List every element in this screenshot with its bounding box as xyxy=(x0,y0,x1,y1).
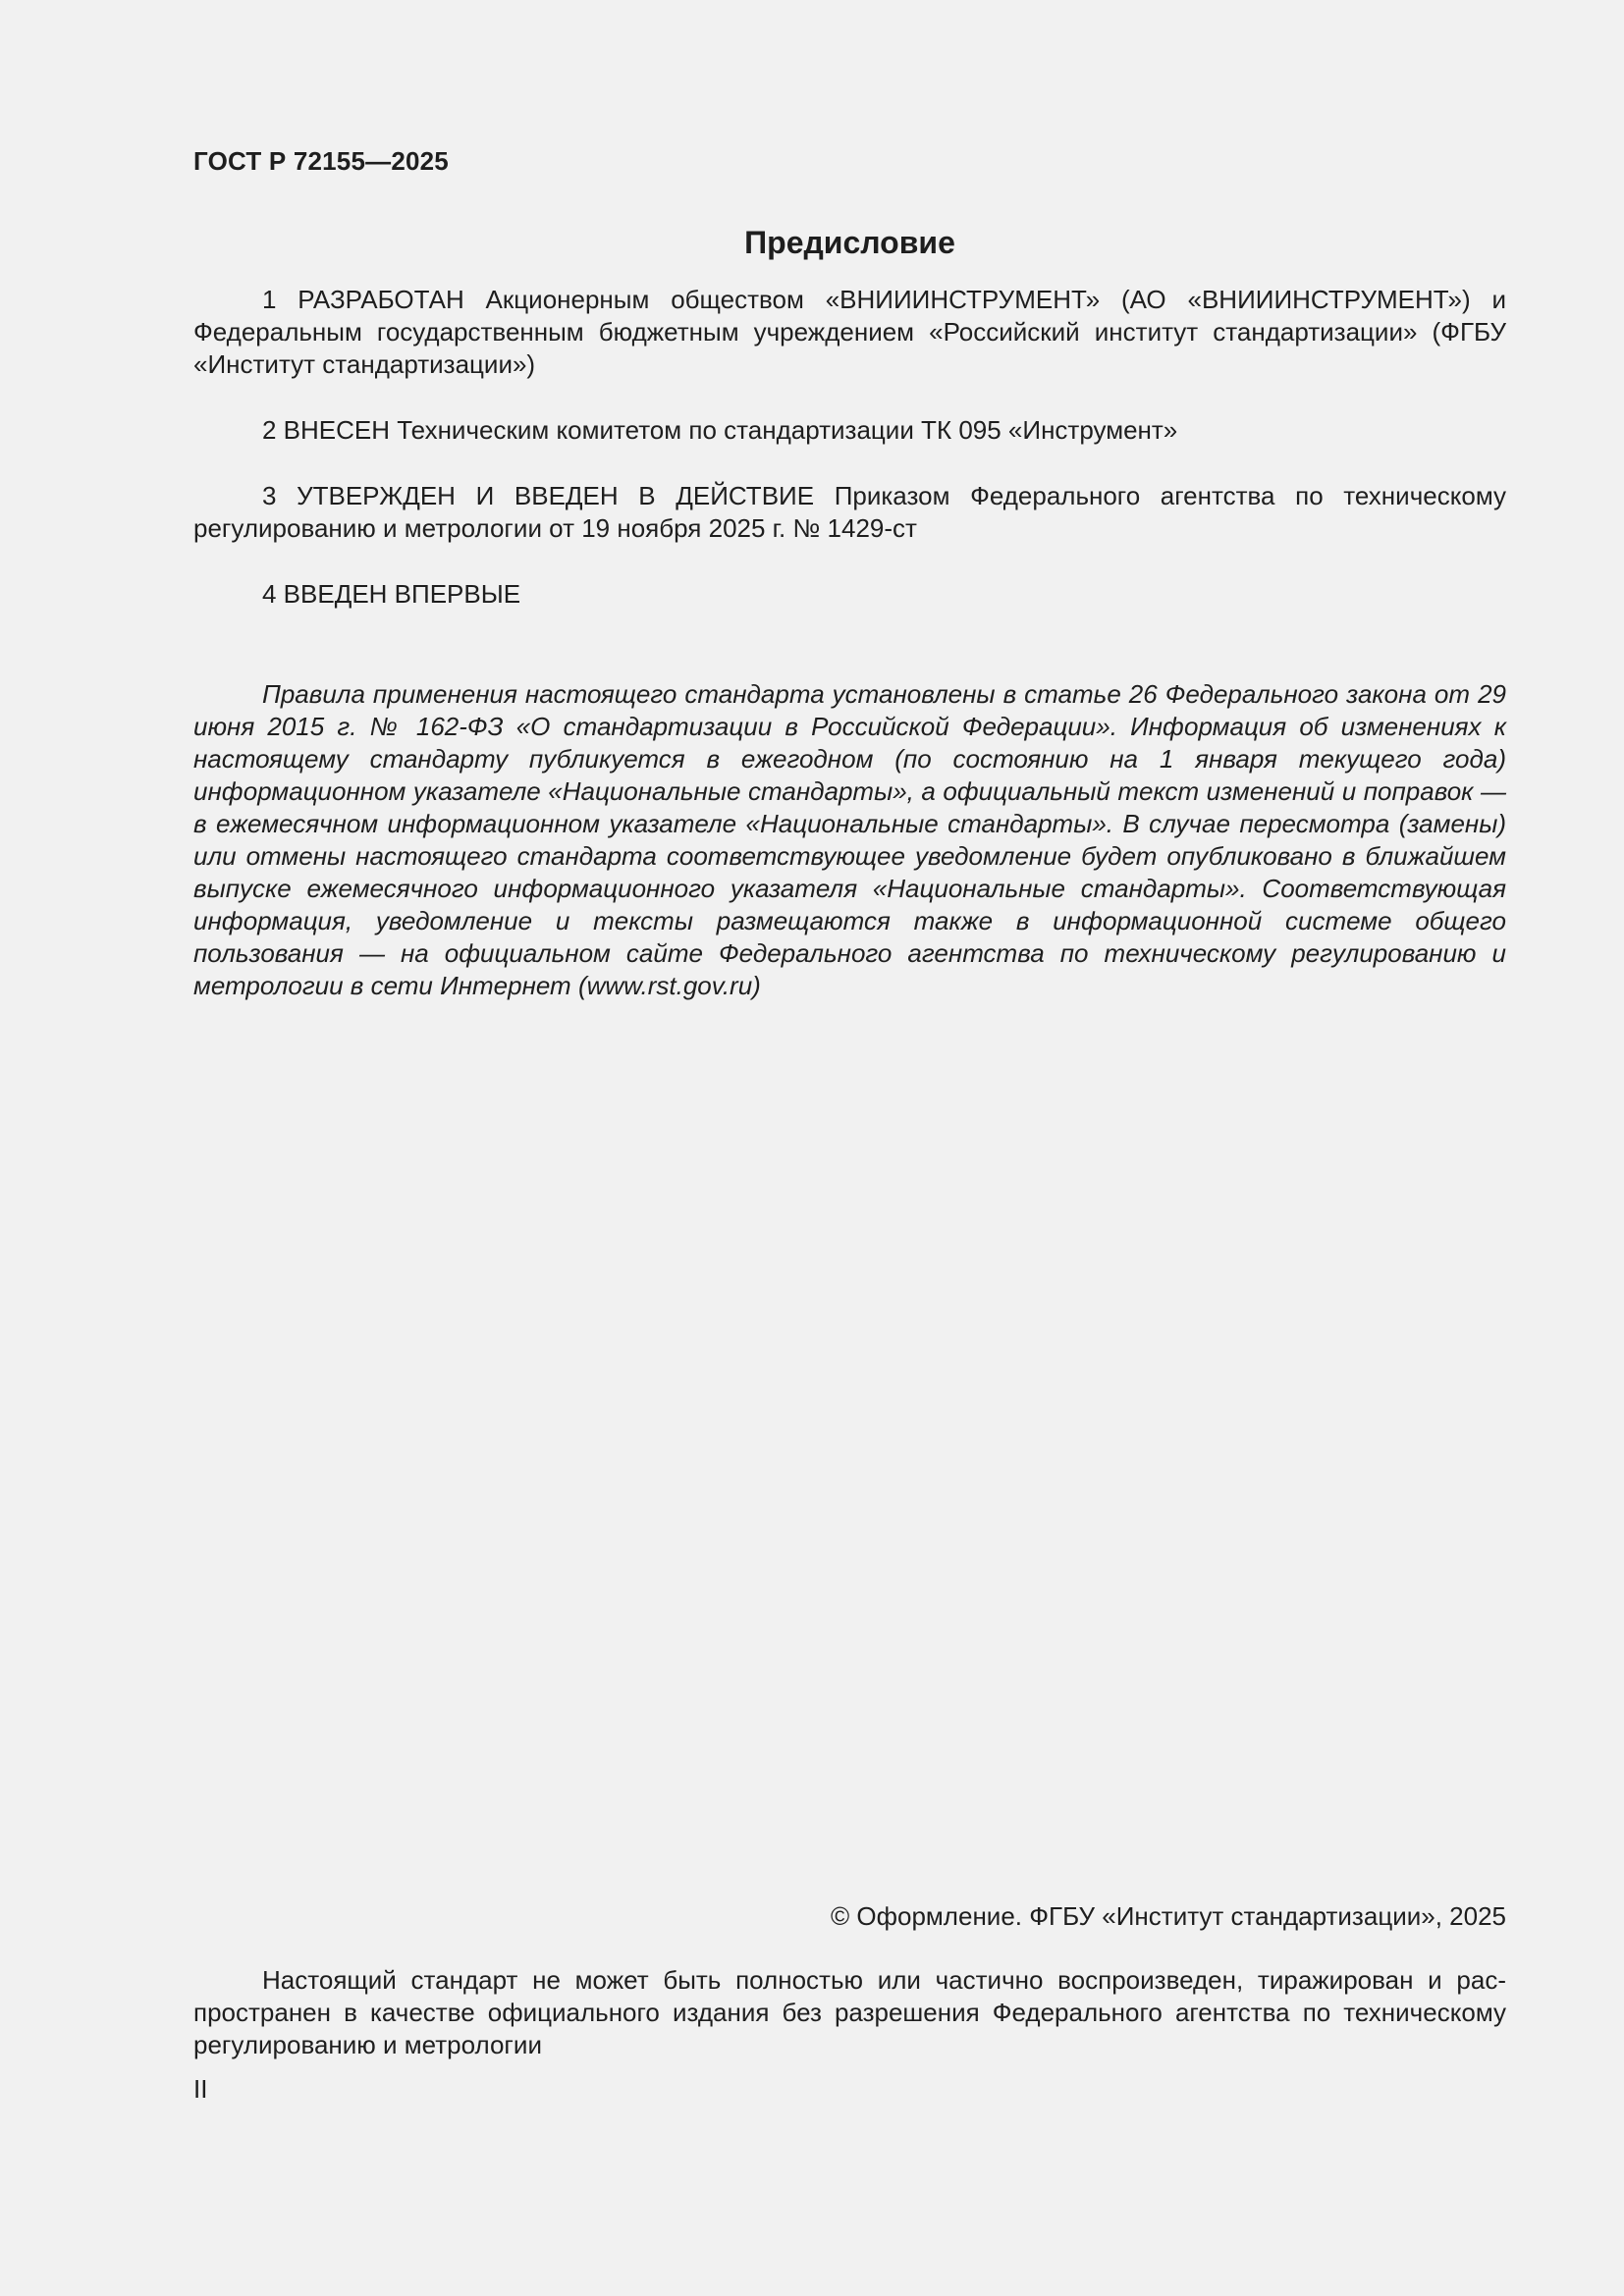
section-title-foreword: Предисловие xyxy=(744,225,955,260)
copyright-line: © Оформление. ФГБУ «Институт стандартизации», 2025 xyxy=(831,1901,1506,1931)
foreword-item-4: 4 ВВЕДЕН ВПЕРВЫЕ xyxy=(262,579,521,609)
foreword-item-2: 2 ВНЕСЕН Техническим комитетом по стандартизации ТК 095 «Инструмент» xyxy=(262,415,1178,445)
application-rules-note: Правила применения настоящего стандарта установлены в статье 26 Федерального закона от 29 июня 2015 г. № 162-ФЗ «О стандартизации в Российской Федерации». Информация об изменениях к настоящему стандарту публикуется в ежегодном (по состоянию на 1 января текущего года) информационном указателе «Национальные стандарты», а официальный текст изменений и поправок — в ежемесячном информационном указателе «Национальные стандарты». В случае пересмотра (замены) или отмены настоящего стандарта соответствующее уведомление будет опубликовано в ближайшем выпуске ежемесячного информационного указателя «Национальные стандарты». Соответствующая информация, уведомление и тексты размещаются также в информационной системе общего пользования — на официальном сайте Федерального агентства по техническому регулированию и метрологии в сети Интернет (www.rst.gov.ru) xyxy=(193,679,1506,1000)
foreword-item-1: 1 РАЗРАБОТАН Акционерным обществом «ВНИИИНСТРУМЕНТ» (АО «ВНИИИНСТРУМЕНТ») и Федеральным государственным бюджетным учреждением «Российский институт стандартизации» (ФГБУ «Институт стандартизации») xyxy=(193,285,1506,379)
page-number: II xyxy=(193,2074,208,2104)
foreword-items xyxy=(193,284,1506,611)
foreword-item-3: 3 УТВЕРЖДЕН И ВВЕДЕН В ДЕЙСТВИЕ Приказом Федерального агентства по техническому регулированию и метрологии от 19 ноября 2025 г. № 1429-ст xyxy=(193,481,1506,543)
reproduction-disclaimer: Настоящий стандарт не может быть полностью или частично воспроизведен, тиражирован и распространен в качестве официального издания без разрешения Федерального агентства по техническому регулированию и метрологии xyxy=(193,1965,1506,2059)
standard-code: ГОСТ Р 72155—2025 xyxy=(193,146,449,176)
